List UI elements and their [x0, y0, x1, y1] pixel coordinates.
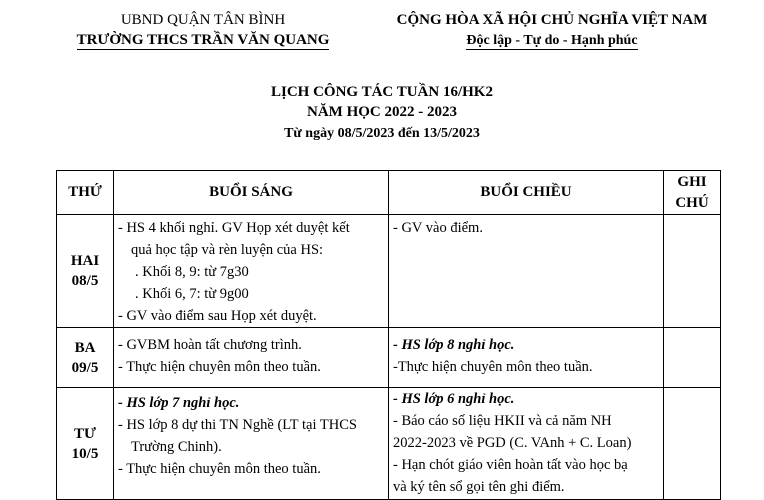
- note-cell: [664, 328, 721, 388]
- nation-name: CỘNG HÒA XÃ HỘI CHỦ NGHĨA VIỆT NAM: [396, 12, 708, 28]
- task-line: Trường Chinh).: [131, 439, 222, 455]
- day-date: 08/5: [71, 273, 99, 289]
- task-line: - GV vào điểm sau Họp xét duyệt.: [118, 308, 317, 324]
- task-line: - Báo cáo số liệu HKII và cả năm NH: [393, 413, 612, 429]
- task-line: - GVBM hoàn tất chương trình.: [118, 337, 302, 353]
- task-line: -Thực hiện chuyên môn theo tuần.: [393, 359, 593, 375]
- school-year: NĂM HỌC 2022 - 2023: [307, 104, 457, 120]
- task-line: quả học tập và rèn luyện của HS:: [131, 242, 324, 258]
- table-row: [57, 328, 721, 388]
- note-cell: [664, 215, 721, 328]
- header-note: [664, 171, 721, 215]
- national-motto: Độc lập - Tự do - Hạnh phúc: [466, 33, 638, 48]
- task-line: - HS lớp 6 nghỉ học.: [393, 391, 515, 407]
- day-name: TƯ: [74, 425, 96, 442]
- note-cell: [664, 388, 721, 500]
- task-line: - HS lớp 8 nghỉ học.: [393, 337, 515, 353]
- issuing-organization: [58, 10, 348, 50]
- task-line: - HS lớp 7 nghỉ học.: [118, 395, 240, 411]
- school-name: TRƯỜNG THCS TRẦN VĂN QUANG: [76, 32, 330, 48]
- task-line: 2022-2023 về PGD (C. VAnh + C. Loan): [393, 435, 632, 451]
- day-name: HAI: [70, 253, 100, 269]
- table-row: [57, 215, 721, 328]
- date-range: Từ ngày 08/5/2023 đến 13/5/2023: [284, 126, 480, 141]
- national-header: [372, 10, 732, 50]
- task-line: - GV vào điểm.: [393, 220, 483, 236]
- morning-cell: [114, 328, 389, 388]
- header-day: THỨ: [57, 171, 114, 215]
- task-line: - Thực hiện chuyên môn theo tuần.: [118, 359, 321, 375]
- day-cell: [57, 215, 114, 328]
- morning-cell: [114, 215, 389, 328]
- day-date: 10/5: [71, 445, 99, 462]
- header-afternoon: BUỔI CHIỀU: [389, 171, 664, 215]
- task-line: và ký tên sổ gọi tên ghi điểm.: [393, 479, 565, 495]
- task-line: - Thực hiện chuyên môn theo tuần.: [118, 461, 321, 477]
- day-cell: [57, 328, 114, 388]
- day-date: 09/5: [71, 359, 99, 376]
- task-line: - Hạn chót giáo viên hoàn tất vào học bạ: [393, 457, 628, 473]
- org-name: UBND QUẬN TÂN BÌNH: [120, 12, 286, 28]
- task-line: . Khối 6, 7: từ 9g00: [135, 286, 249, 302]
- task-line: - HS 4 khối nghỉ. GV Họp xét duyệt kết: [118, 220, 350, 236]
- day-cell: [57, 388, 114, 500]
- schedule-table: [56, 170, 721, 500]
- header-note-line2: CHÚ: [675, 194, 709, 211]
- header-note-line1: GHI: [677, 173, 707, 190]
- table-header-row: [57, 171, 721, 215]
- afternoon-cell: [389, 388, 664, 500]
- afternoon-cell: [389, 215, 664, 328]
- header-morning: BUỔI SÁNG: [114, 171, 389, 215]
- task-line: . Khối 8, 9: từ 7g30: [135, 264, 249, 280]
- table-row: [57, 388, 721, 500]
- afternoon-cell: [389, 328, 664, 388]
- day-name: BA: [74, 339, 96, 356]
- task-line: - HS lớp 8 dự thi TN Nghề (LT tại THCS: [118, 417, 357, 433]
- morning-cell: [114, 388, 389, 500]
- document-title: LỊCH CÔNG TÁC TUẦN 16/HK2: [271, 84, 493, 100]
